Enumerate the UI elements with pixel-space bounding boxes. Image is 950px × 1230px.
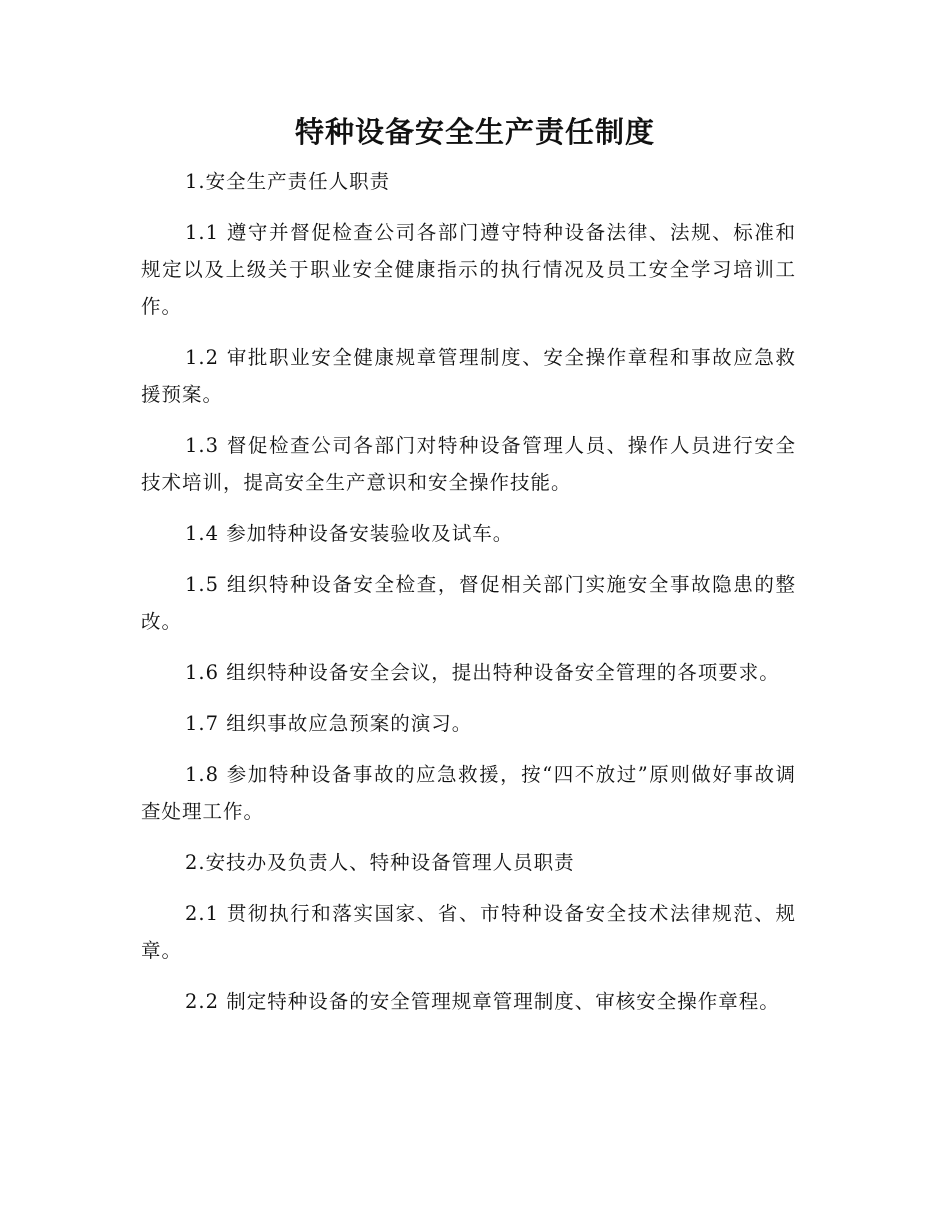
clause-1-6: 1.6 组织特种设备安全会议，提出特种设备安全管理的各项要求。 <box>185 661 780 684</box>
clause-1-4: 1.4 参加特种设备安装验收及试车。 <box>185 522 514 545</box>
clause-2-1: 2.1 贯彻执行和落实国家、省、市特种设备安全技术法律规范、规章。 <box>141 902 796 962</box>
clause-1-2: 1.2 审批职业安全健康规章管理制度、安全操作章程和事故应急救援预案。 <box>141 346 796 406</box>
clause-1-1: 1.1 遵守并督促检查公司各部门遵守特种设备法律、法规、标准和规定以及上级关于职业安全健康指示的执行情况及员工安全学习培训工作。 <box>141 221 796 318</box>
clause-1-7: 1.7 组织事故应急预案的演习。 <box>185 712 473 735</box>
section-heading-1: 1.安全生产责任人职责 <box>185 170 391 193</box>
section-heading-2: 2.安技办及负责人、特种设备管理人员职责 <box>185 851 575 874</box>
document-body <box>141 163 796 1034</box>
clause-1-5: 1.5 组织特种设备安全检查，督促相关部门实施安全事故隐患的整改。 <box>141 573 796 633</box>
document-title: 特种设备安全生产责任制度 <box>294 115 655 149</box>
clause-2-2: 2.2 制定特种设备的安全管理规章管理制度、审核安全操作章程。 <box>185 990 780 1013</box>
clause-1-3: 1.3 督促检查公司各部门对特种设备管理人员、操作人员进行安全技术培训，提高安全生产意识和安全操作技能。 <box>141 434 796 494</box>
clause-1-8: 1.8 参加特种设备事故的应急救援，按“四不放过”原则做好事故调查处理工作。 <box>141 763 796 823</box>
